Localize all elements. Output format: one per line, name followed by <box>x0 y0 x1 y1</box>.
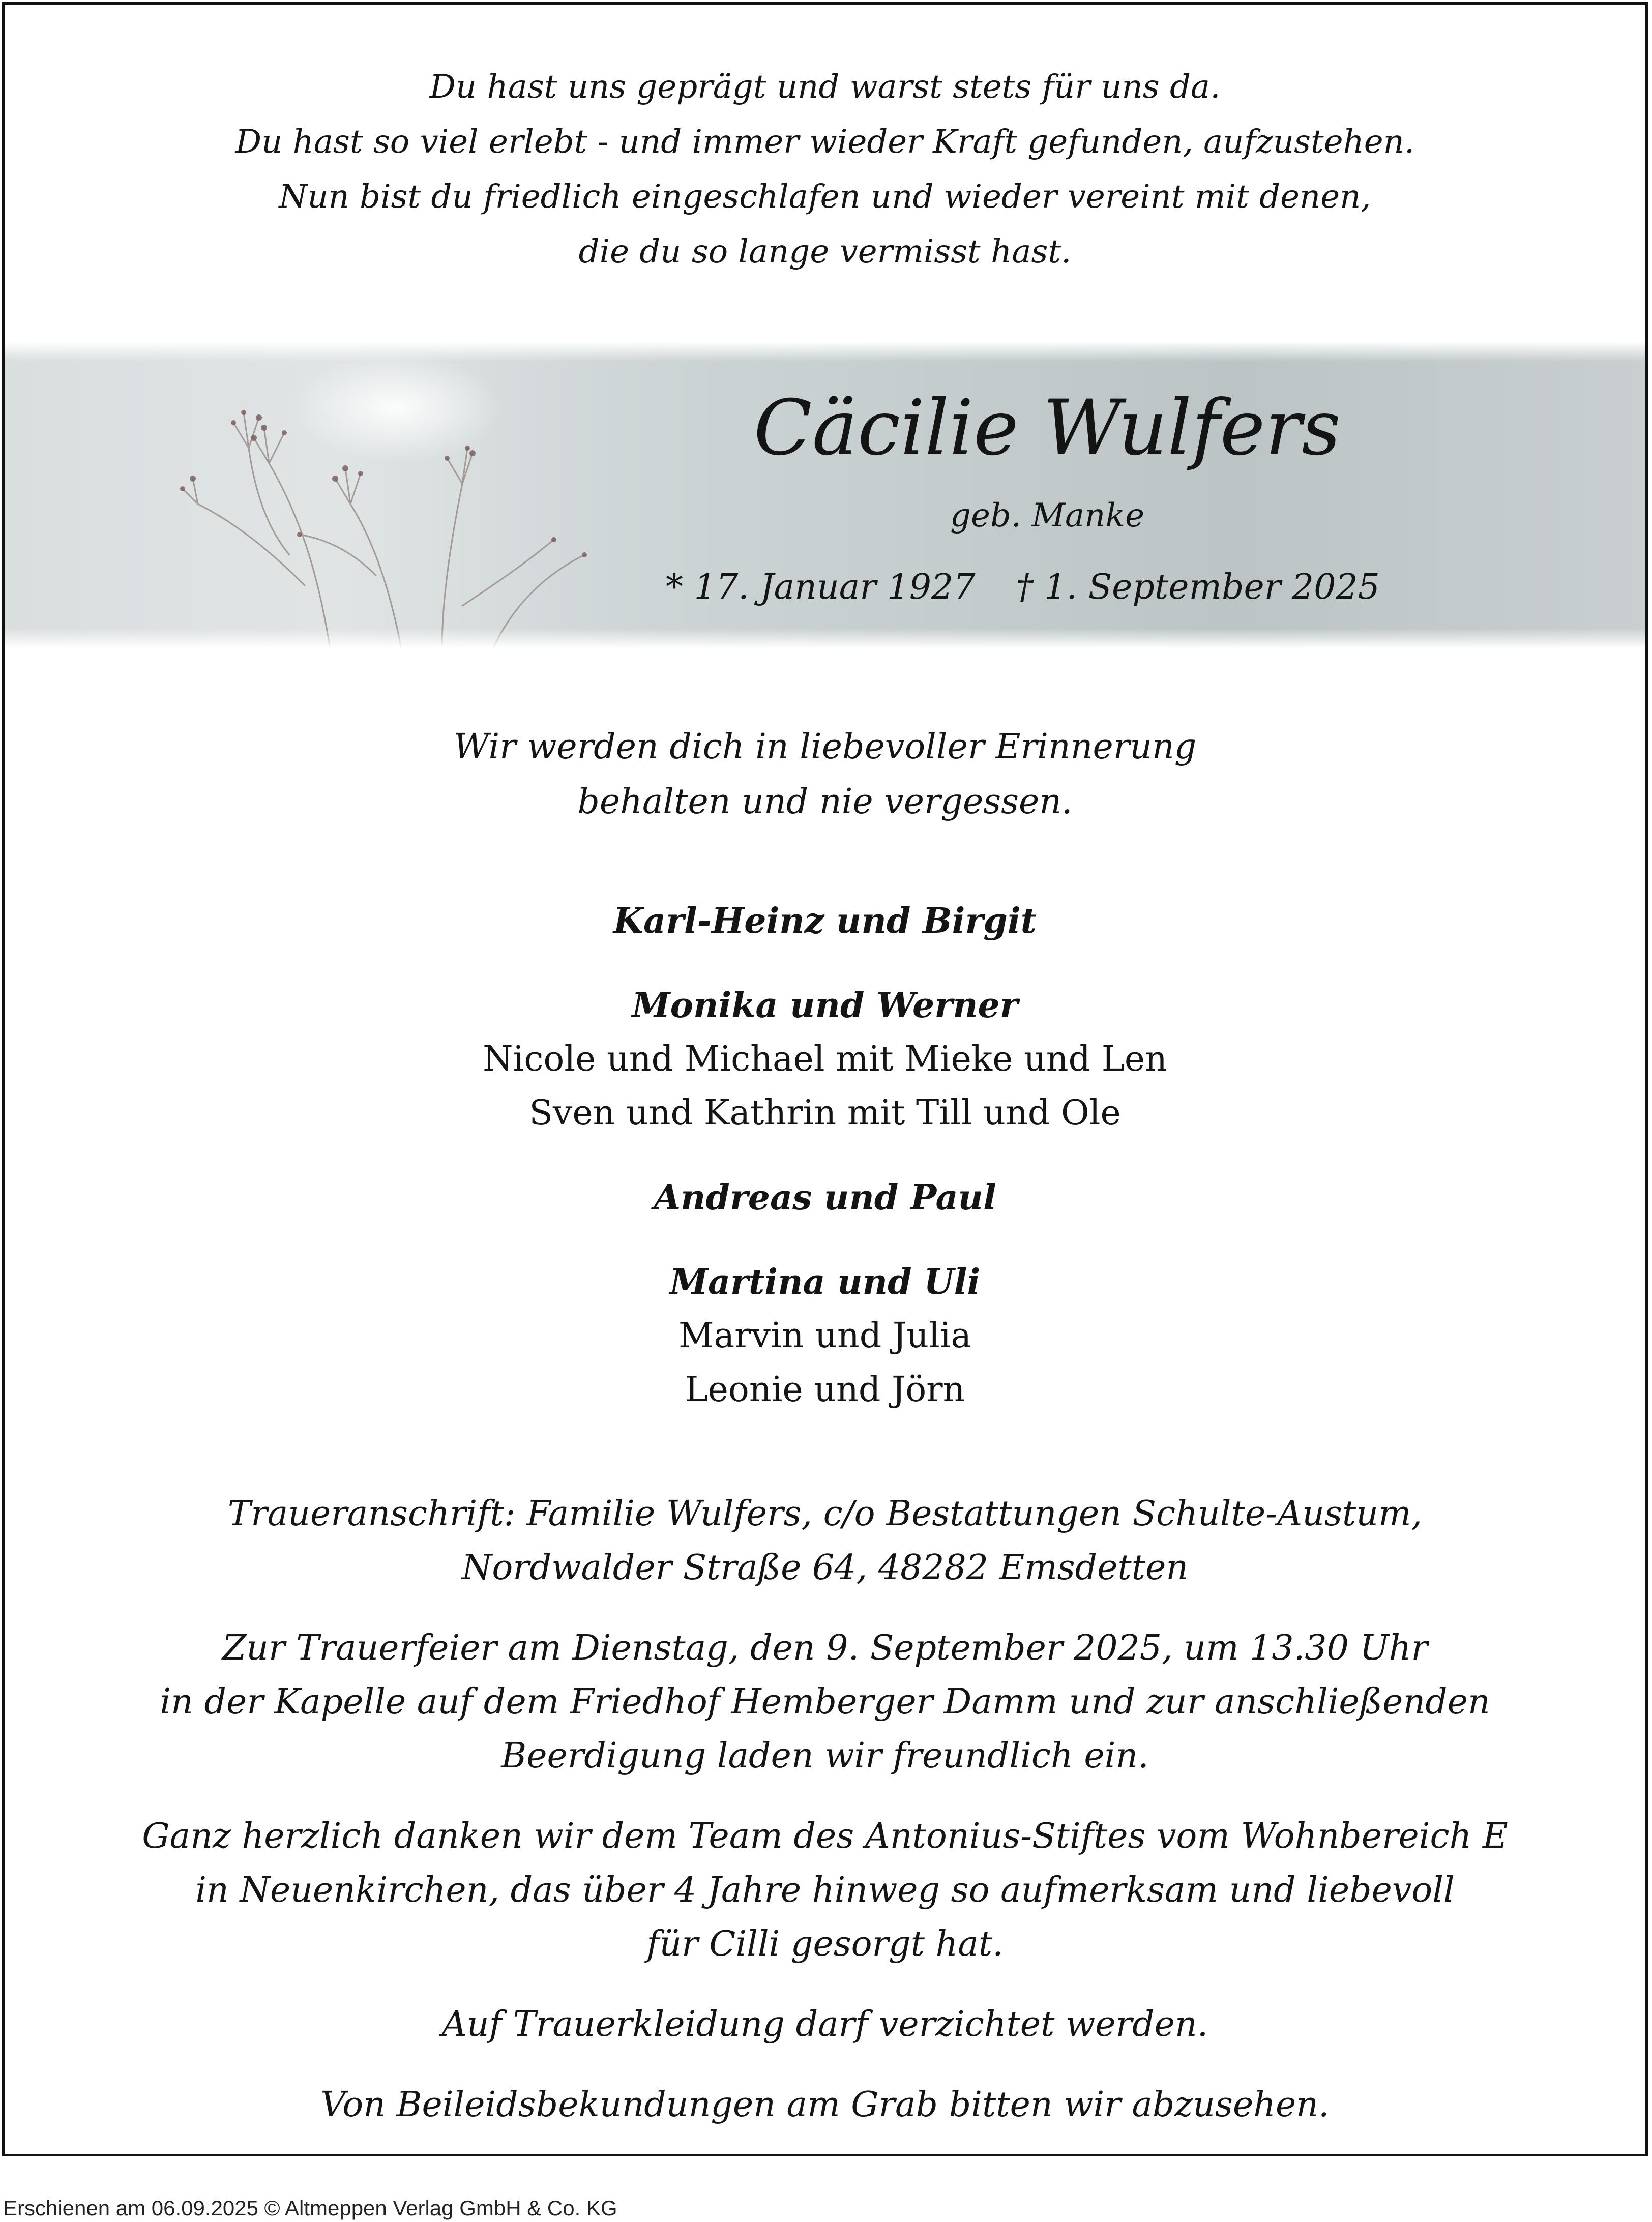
banner-fade-bottom <box>5 628 1645 648</box>
family-member: Marvin und Julia <box>678 1316 972 1356</box>
family-member: Sven und Kathrin mit Till und Ole <box>529 1093 1121 1133</box>
obituary-notice <box>2 2 1648 2156</box>
thanks-line: in Neuenkirchen, das über 4 Jahre hinweg so aufmerksam und liebevoll <box>195 1870 1455 1910</box>
birth-name: geb. Manke <box>950 497 1145 535</box>
family-head: Karl-Heinz und Birgit <box>613 901 1037 941</box>
address-line: Nordwalder Straße 64, 48282 Emsdetten <box>461 1548 1189 1588</box>
ceremony-line: Beerdigung laden wir freundlich ein. <box>501 1736 1149 1776</box>
family-member: Leonie und Jörn <box>685 1370 965 1410</box>
poem-line: Nun bist du friedlich eingeschlafen und wieder vereint mit denen, <box>279 178 1371 216</box>
address-line: Traueranschrift: Familie Wulfers, c/o Bestattungen Schulte-Austum, <box>227 1494 1423 1534</box>
dried-plant-illustration <box>137 372 645 648</box>
poem-line: Du hast uns geprägt und warst stets für uns da. <box>429 68 1221 106</box>
family-head: Monika und Werner <box>632 985 1018 1026</box>
thanks-line: Ganz herzlich danken wir dem Team des Antonius-Stiftes vom Wohnbereich E <box>142 1816 1508 1856</box>
poem-line: Du hast so viel erlebt - und immer wieder Kraft gefunden, aufzustehen. <box>235 123 1415 161</box>
poem-line: die du so lange vermisst hast. <box>578 233 1072 271</box>
note-line: Von Beileidsbekundungen am Grab bitten wir abzusehen. <box>320 2085 1330 2125</box>
family-head: Martina und Uli <box>669 1262 981 1302</box>
note-line: Auf Trauerkleidung darf verzichtet werden. <box>441 2004 1208 2045</box>
family-head: Andreas und Paul <box>654 1177 996 1218</box>
death-date: † 1. September 2025 <box>1016 567 1380 607</box>
banner-fade-top <box>5 341 1645 362</box>
ceremony-line: in der Kapelle auf dem Friedhof Hemberger Damm und zur anschließenden <box>160 1682 1490 1722</box>
publication-credit: Erschienen am 06.09.2025 © Altmeppen Verlag GmbH & Co. KG <box>3 2196 617 2220</box>
birth-date: * 17. Januar 1927 <box>666 567 976 607</box>
name-banner <box>5 341 1645 648</box>
remembrance-line: behalten und nie vergessen. <box>577 782 1073 822</box>
ceremony-line: Zur Trauerfeier am Dienstag, den 9. September 2025, um 13.30 Uhr <box>222 1628 1428 1668</box>
deceased-name: Cäcilie Wulfers <box>753 384 1341 472</box>
family-member: Nicole und Michael mit Mieke und Len <box>483 1039 1167 1079</box>
thanks-line: für Cilli gesorgt hat. <box>646 1924 1004 1964</box>
remembrance-line: Wir werden dich in liebevoller Erinnerung <box>453 727 1197 767</box>
life-dates <box>666 567 1380 607</box>
